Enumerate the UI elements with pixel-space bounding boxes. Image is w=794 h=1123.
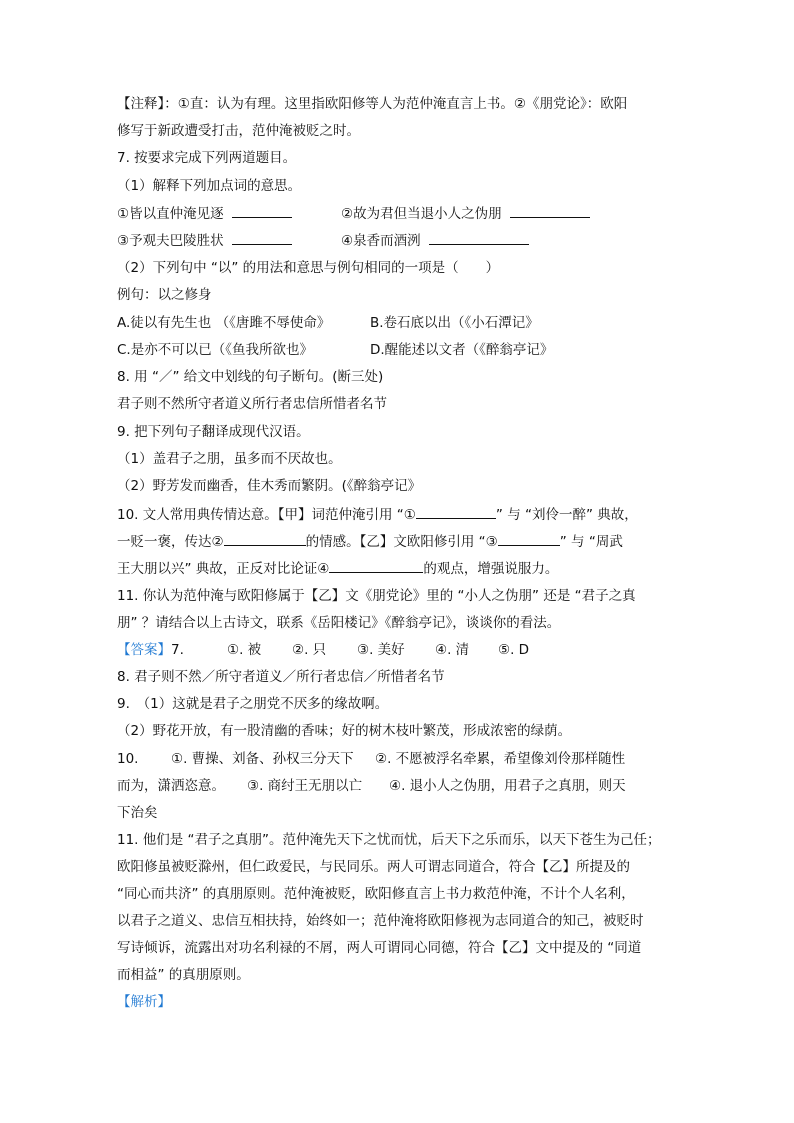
answer-text: 而为，潇洒恣意。 [117,778,225,794]
answer-q9-2: （2）野花开放，有一股清幽的香味；好的树木枝叶繁茂，形成浓密的绿荫。 [117,723,572,739]
q10-line-2 [117,531,623,552]
q11-line-2: 朋” ？请结合以上古诗文，联系《岳阳楼记》《醉翁亭记》，谈谈你的看法。 [117,615,561,631]
answer-text: 10. [117,751,139,767]
q9-title: 9. 把下列句子翻译成现代汉语。 [117,424,310,440]
answer-q10-line-1 [117,749,626,769]
q8-sentence: 君子则不然所守者道义所行者忠信所惜者名节 [117,396,387,412]
q7-item-1: ①皆以直仲淹见逐 [117,206,224,222]
option-b: B.卷石底以出（《小石潭记》 [370,315,539,331]
answer-text: ④. 清 [435,642,470,658]
note-line-1: 【注释】：①直：认为有理。这里指欧阳修等人为范仲淹直言上书。②《朋党论》：欧阳 [117,96,628,112]
q7-item-2: ②故为君但当退小人之伪朋 [341,206,502,222]
answer-blank [224,531,306,546]
answer-q11-line-6: 而相益” 的真朋原则。 [117,967,250,983]
answer-blank [510,203,590,218]
answer-blank [232,230,292,245]
answer-q8: 8. 君子则不然／所守者道义／所行者忠信／所惜者名节 [117,669,445,685]
q10-text: ” 与 “周武 [559,534,623,550]
answer-q11-line-2: 欧阳修虽被贬滁州，但仁政爱民，与民同乐。两人可谓志同道合，符合【乙】所提及的 [117,859,630,875]
answer-text: 7. [171,642,184,658]
answer-text: ④. 退小人之伪朋，用君子之真朋，则天 [389,778,626,794]
answer-q9-1: 9. （1）这就是君子之朋党不厌多的缘故啊。 [117,696,389,712]
q7-items-row-1 [117,203,502,224]
answer-text: ③. 美好 [357,642,405,658]
answer-text: ①. 被 [227,642,262,658]
answer-q10-line-3: 下治矣 [117,805,158,821]
q7-item-2-wrap [341,203,590,224]
q8-title: 8. 用 “／” 给文中划线的句子断句。(断三处) [117,369,384,385]
q7-item-4: ④泉香而酒洌 [341,233,421,249]
answer-q11-line-1: 11. 他们是 “君子之真朋”。范仲淹先天下之忧而忧，后天下之乐而乐，以天下苍生为己任； [117,832,661,848]
q9-s2: （2）野芳发而幽香，佳木秀而繁阴。(《醉翁亭记》 [117,478,422,494]
q7-options-row-1 [117,313,539,333]
answer-text: ②. 只 [292,642,327,658]
analysis-label: 【解析】 [117,994,171,1010]
answer-text: ①. 曹操、刘备、孙权三分天下 [171,751,354,767]
q10-line-3 [117,558,558,579]
note-line-2: 修写于新政遭受打击，范仲淹被贬之时。 [117,123,360,139]
option-a: A.徒以有先生也 （《唐雎不辱使命》 [117,315,331,331]
answer-q11-line-3: “同心而共济” 的真朋原则。范仲淹被贬，欧阳修直言上书力救范仲淹，不计个人名利， [117,886,635,902]
answer-text: ②. 不愿被浮名牵累，希望像刘伶那样随性 [375,751,626,767]
option-d: D.醒能述以文者（《醉翁亭记》 [370,342,554,358]
answer-q11-line-4: 以君子之道义、忠信互相扶持，始终如一；范仲淹将欧阳修视为志同道合的知己，被贬时 [117,913,644,929]
q10-line-1 [117,504,638,525]
q10-text: 的情感。【乙】文欧阳修引用 “③ [305,534,498,550]
q7-item-4-wrap [341,230,529,251]
q10-text: 王大朋以兴” 典故，正反对比论证④ [117,561,330,577]
answer-text: ⑤. D [498,642,530,658]
option-c: C.是亦不可以已（《鱼我所欲也》 [117,342,313,358]
q7-title: 7. 按要求完成下列两道题目。 [117,150,297,166]
q7-options-row-2 [117,340,554,360]
q10-text: ” 与 “刘伶一醉” 典故， [495,507,638,523]
q9-s1: （1）盖君子之朋，虽多而不厌故也。 [117,451,342,467]
q7-item-3: ③予观夫巴陵胜状 [117,233,224,249]
answer-label: 【答案】 [117,642,171,658]
answer-blank [416,504,496,519]
answer-text: ③. 商纣王无朋以亡 [247,778,363,794]
q11-line-1: 11. 你认为范仲淹与欧阳修属于【乙】文《朋党论》里的 “小人之伪朋” 还是 “君子之真 [117,588,636,604]
answer-blank [329,558,423,573]
q10-text: 10. 文人常用典传情达意。【甲】词范仲淹引用 “① [117,507,416,523]
answer-q7 [117,640,530,660]
q7-example: 例句：以之修身 [117,287,212,303]
answer-blank [232,203,292,218]
answer-q10-line-2 [117,776,626,796]
q7-items-row-2 [117,230,421,251]
q10-text: 一贬一褒，传达② [117,534,224,550]
answer-blank [498,531,560,546]
answer-blank [429,230,529,245]
q10-text: 的观点，增强说服力。 [423,561,559,577]
answer-q11-line-5: 写诗倾诉，流露出对功名利禄的不屑，两人可谓同心同德，符合【乙】文中提及的 “同道 [117,940,642,956]
q7-sub1: （1）解释下列加点词的意思。 [117,178,302,194]
q7-sub2: （2）下列句中 “以” 的用法和意思与例句相同的一项是（ ） [117,260,500,276]
